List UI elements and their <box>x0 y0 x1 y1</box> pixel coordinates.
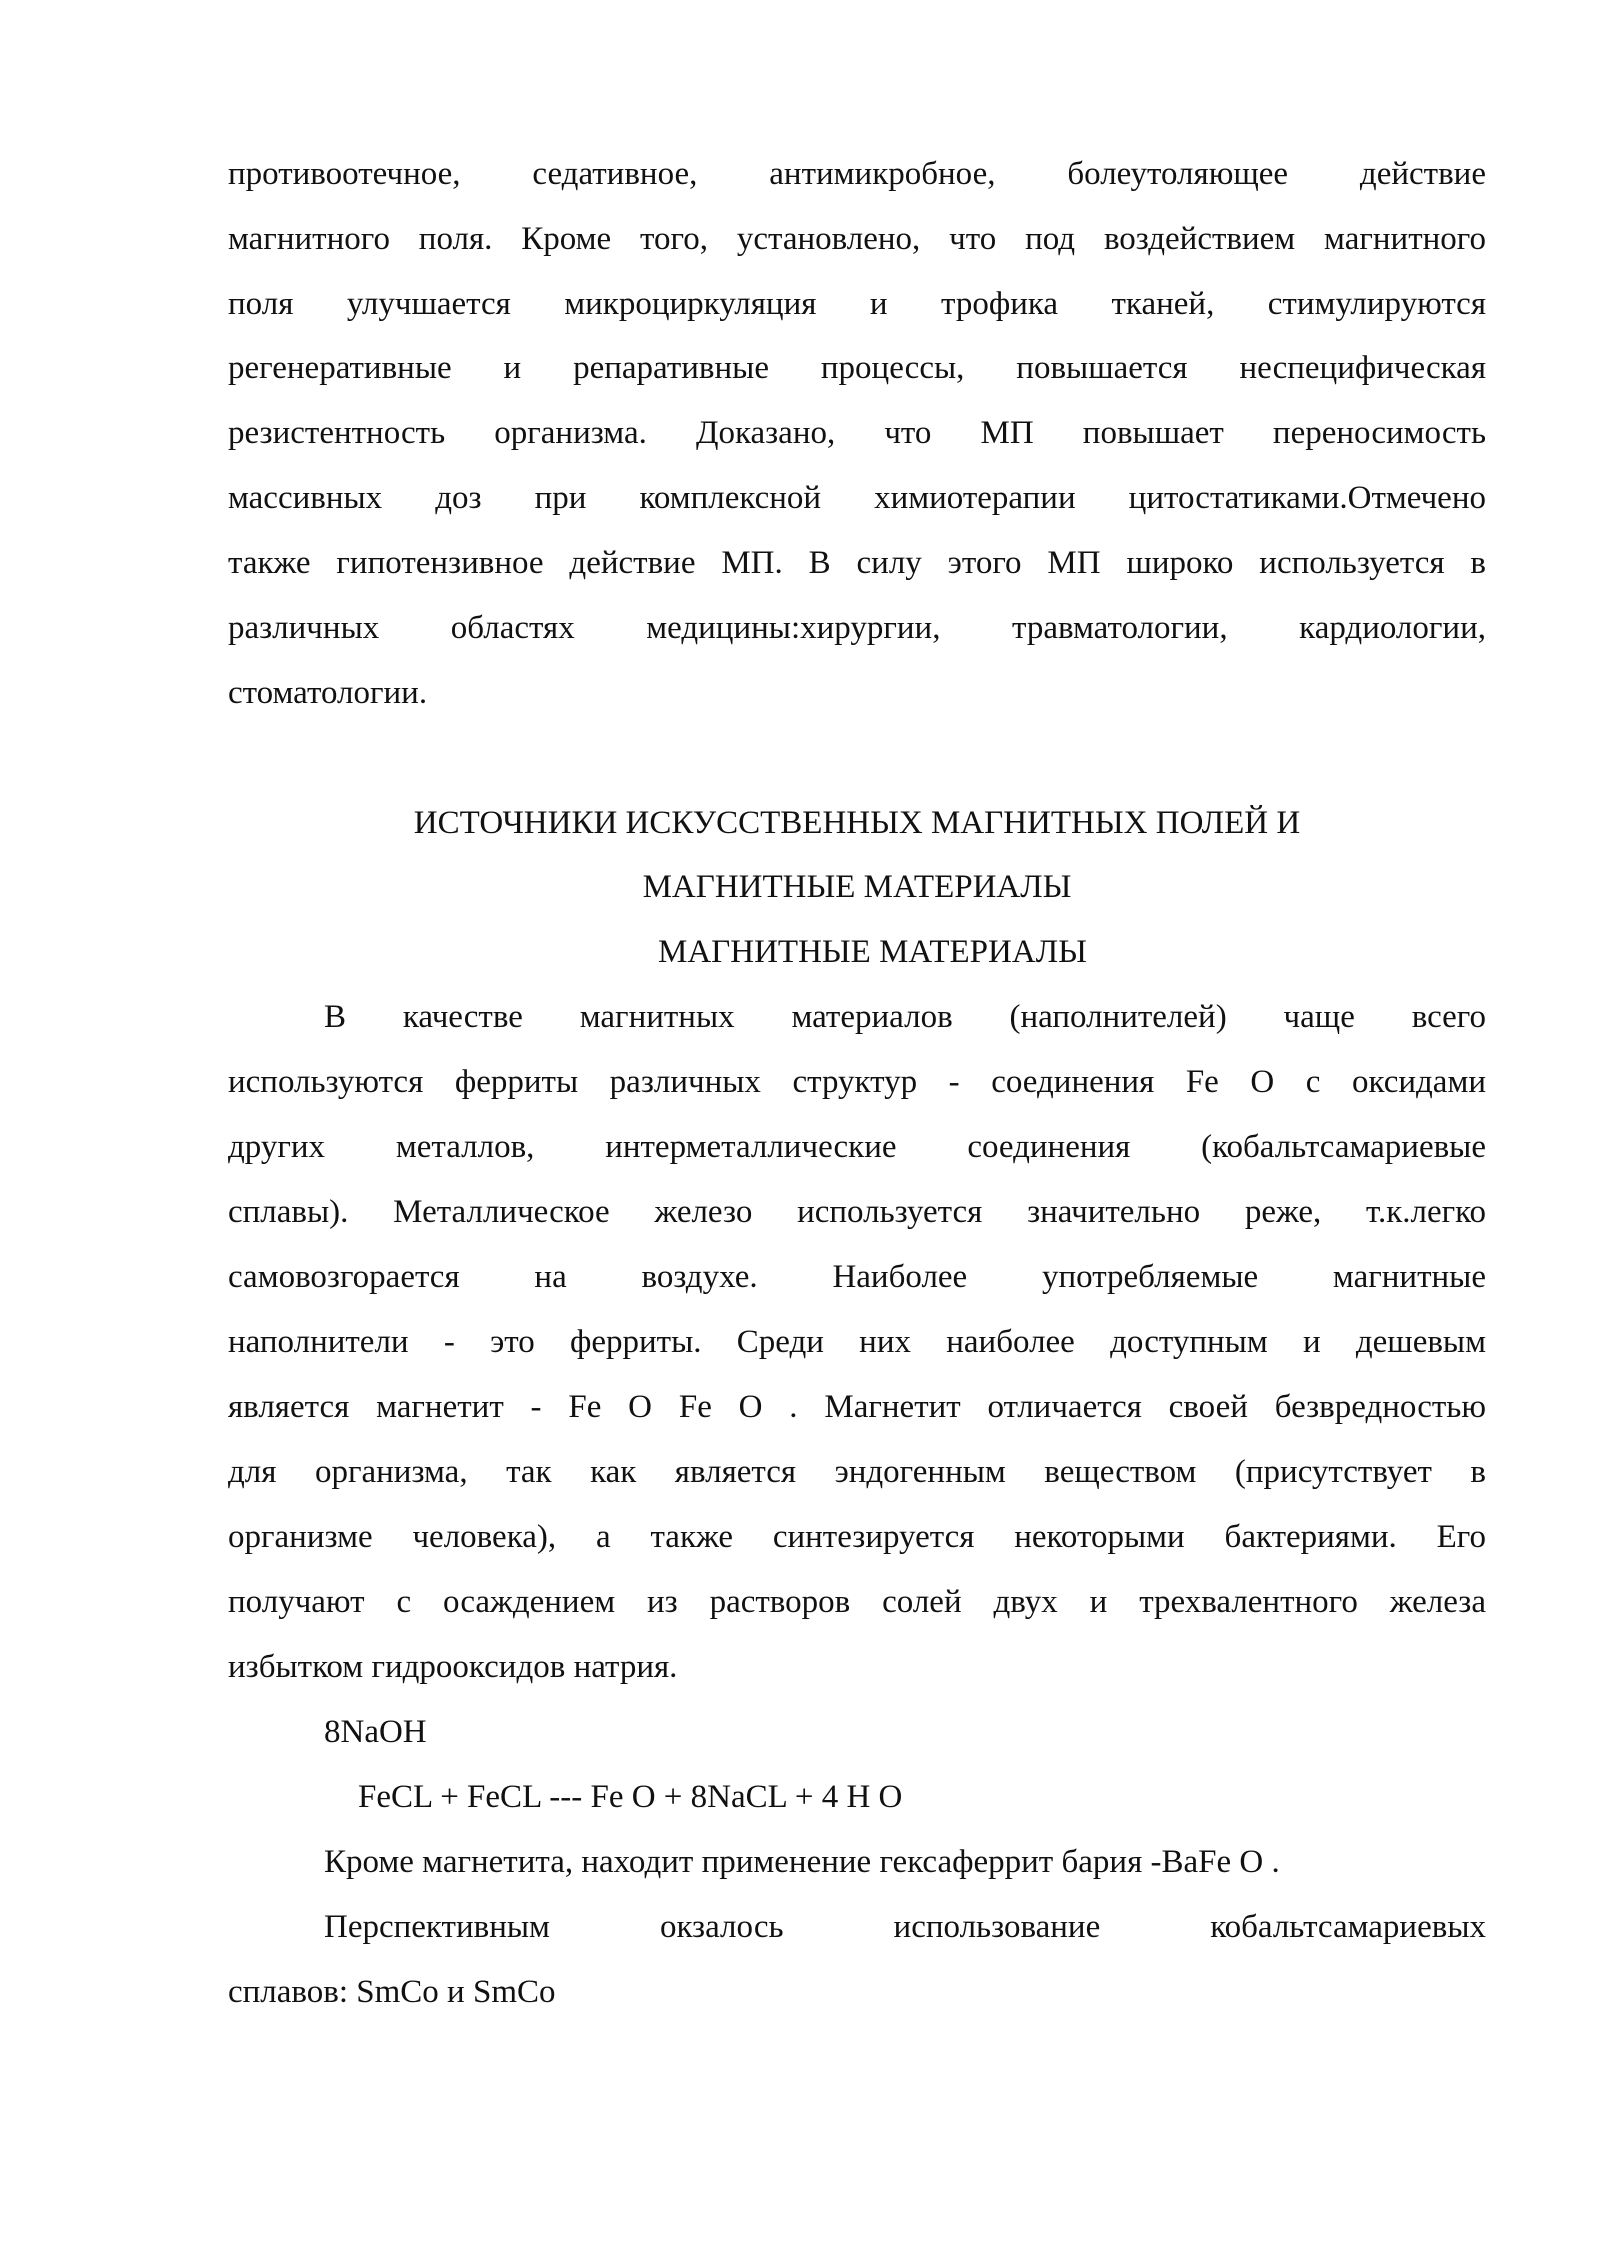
paragraph-line: поля улучшается микроциркуляция и трофика тканей, стимулируются <box>228 286 1486 322</box>
paragraph-line: наполнители - это ферриты. Среди них наиболее доступным и дешевым <box>228 1324 1486 1360</box>
paragraph-line: избытком гидрооксидов натрия. <box>228 1649 678 1685</box>
paragraph-line: самовозгорается на воздухе. Наиболее употребляемые магнитные <box>228 1259 1486 1295</box>
section-heading: МАГНИТНЫЕ МАТЕРИАЛЫ <box>642 869 1072 905</box>
reaction-catalyst: 8NaOH <box>324 1714 427 1750</box>
paragraph-line: Перспективным окзалось использование кобальтсамариевых <box>324 1909 1486 1945</box>
paragraph-line: получают с осаждением из растворов солей двух и трехвалентного железа <box>228 1584 1486 1620</box>
paragraph-line: используются ферриты различных структур - соединения Fe O с оксидами <box>228 1064 1486 1100</box>
paragraph-line: противоотечное, седативное, антимикробное, болеутоляющее действие <box>228 156 1486 192</box>
paragraph-line: различных областях медицины:хирургии, травматологии, кардиологии, <box>228 610 1486 646</box>
paragraph-line: Кроме магнетита, находит применение гексаферрит бария -BaFe O . <box>324 1844 1280 1880</box>
paragraph-line: сплавов: SmCo и SmCo <box>228 1974 556 2010</box>
paragraph-line: резистентность организма. Доказано, что МП повышает переносимость <box>228 415 1486 451</box>
paragraph-line: организме человека), а также синтезируется некоторыми бактериями. Его <box>228 1519 1486 1555</box>
paragraph-line: регенеративные и репаративные процессы, повышается неспецифическая <box>228 350 1486 386</box>
paragraph-line: других металлов, интерметаллические соединения (кобальтсамариевые <box>228 1129 1486 1165</box>
paragraph-line: магнитного поля. Кроме того, установлено, что под воздействием магнитного <box>228 221 1486 257</box>
section-subheading: МАГНИТНЫЕ МАТЕРИАЛЫ <box>658 934 1087 970</box>
paragraph-line: стоматологии. <box>228 675 428 711</box>
paragraph-line: сплавы). Металлическое железо используется значительно реже, т.к.легко <box>228 1194 1486 1230</box>
paragraph-line: массивных доз при комплексной химиотерапии цитостатиками.Отмечено <box>228 480 1486 516</box>
reaction-equation: FeCL + FeCL --- Fe O + 8NaCL + 4 H O <box>358 1779 903 1815</box>
paragraph-line: для организма, так как является эндогенным веществом (присутствует в <box>228 1454 1486 1490</box>
paragraph-line: В качестве магнитных материалов (наполнителей) чаще всего <box>324 999 1486 1035</box>
paragraph-line: также гипотензивное действие МП. В силу этого МП широко используется в <box>228 545 1486 581</box>
paragraph-line: является магнетит - Fe O Fe O . Магнетит отличается своей безвредностью <box>228 1389 1486 1425</box>
section-heading: ИСТОЧНИКИ ИСКУССТВЕННЫХ МАГНИТНЫХ ПОЛЕЙ И <box>413 805 1301 841</box>
